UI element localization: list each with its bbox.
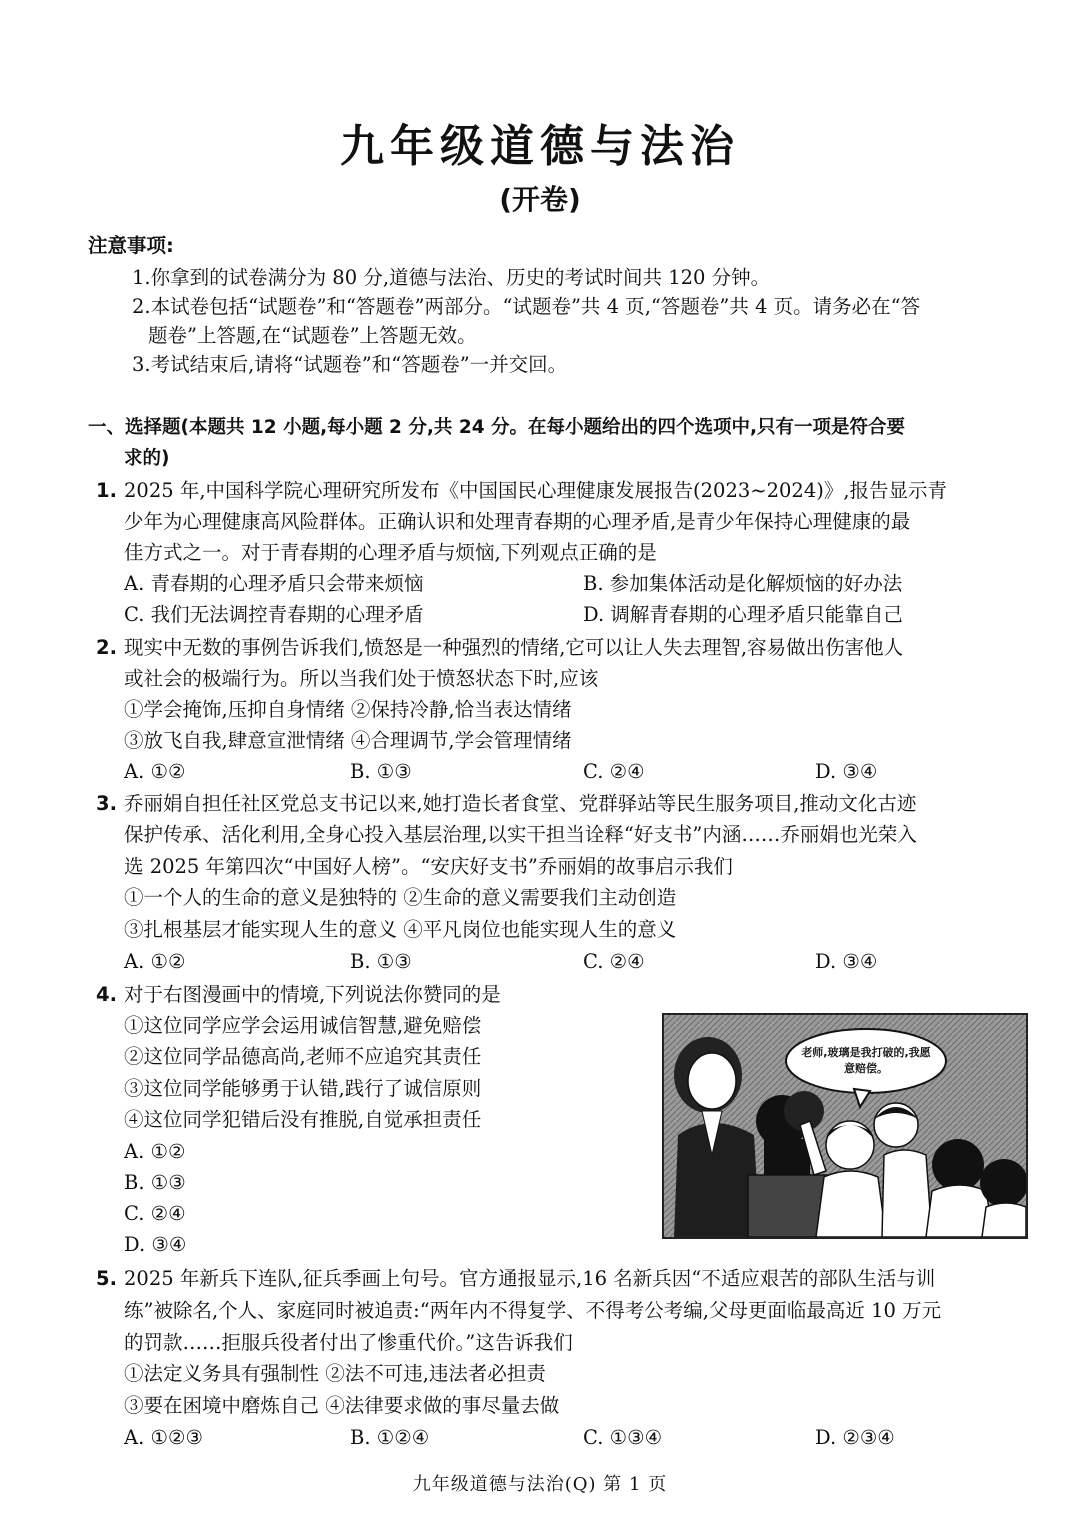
question-text: 保护传承、活化利用,全身心投入基层治理,以实干担当诠释“好支书”内涵……乔丽娟也光荣入 — [124, 823, 917, 846]
option-b: B. ①③ — [350, 760, 412, 783]
question-text: 2025 年新兵下连队,征兵季画上句号。官方通报显示,16 名新兵因“不适应艰苦的部队生活与训 — [124, 1267, 936, 1290]
question-text: 现实中无数的事例告诉我们,愤怒是一种强烈的情绪,它可以让人失去理智,容易做出伤害他人 — [124, 636, 904, 659]
notice-item: 题卷”上答题,在“试题卷”上答题无效。 — [148, 324, 477, 347]
question-number: 2. — [96, 636, 117, 659]
question-number: 1. — [96, 479, 117, 502]
option-c: C. ②④ — [583, 760, 645, 783]
page-title: 九年级道德与法治 — [340, 121, 740, 172]
question-text: 少年为心理健康高风险群体。正确认识和处理青春期的心理矛盾,是青少年保持心理健康的最 — [124, 510, 911, 533]
option-d: D. 调解青春期的心理矛盾只能靠自己 — [583, 603, 903, 626]
option-d: D. ②③④ — [815, 1426, 895, 1449]
question-text: 或社会的极端行为。所以当我们处于愤怒状态下时,应该 — [124, 667, 599, 690]
section-heading: 一、选择题(本题共 12 小题,每小题 2 分,共 24 分。在每小题给出的四个选项中,只有一项是符合要 — [88, 417, 906, 438]
question-text: 的罚款……拒服兵役者付出了惨重代价。”这告诉我们 — [124, 1331, 573, 1354]
question-text: 佳方式之一。对于青春期的心理矛盾与烦恼,下列观点正确的是 — [124, 541, 657, 564]
option-a: A. ①② — [124, 760, 186, 783]
statement-line: ①这位同学应学会运用诚信智慧,避免赔偿 — [124, 1014, 482, 1037]
statement-line: ③这位同学能够勇于认错,践行了诚信原则 — [124, 1077, 482, 1100]
section-heading-cont: 求的) — [124, 448, 170, 469]
question-text: 选 2025 年第四次“中国好人榜”。“安庆好支书”乔丽娟的故事启示我们 — [124, 855, 733, 878]
page-subtitle: (开卷) — [499, 183, 581, 216]
notice-item: 2.本试卷包括“试题卷”和“答题卷”两部分。“试题卷”共 4 页,“答题卷”共 4 页。请务必在“答 — [132, 295, 921, 318]
option-a: A. ①② — [124, 950, 186, 973]
option-c: C. ①③④ — [583, 1426, 663, 1449]
statement-line: ②这位同学品德高尚,老师不应追究其责任 — [124, 1045, 482, 1068]
question-number: 3. — [96, 792, 117, 815]
question-number: 5. — [96, 1267, 117, 1290]
statement-line: ③扎根基层才能实现人生的意义 ④平凡岗位也能实现人生的意义 — [124, 918, 677, 941]
notice-item: 1.你拿到的试卷满分为 80 分,道德与法治、历史的考试时间共 120 分钟。 — [132, 266, 771, 289]
option-d: D. ③④ — [124, 1233, 187, 1256]
comic-speech-text: 老师,玻璃是我打破的,我愿意赔偿。 — [801, 1046, 931, 1075]
statement-line: ③要在困境中磨炼自己 ④法律要求做的事尽量去做 — [124, 1394, 560, 1417]
question-number: 4. — [96, 983, 117, 1006]
option-a: A. ①②③ — [124, 1426, 203, 1449]
option-b: B. ①②④ — [350, 1426, 430, 1449]
question-text: 2025 年,中国科学院心理研究所发布《中国国民心理健康发展报告(2023~2024)》,报告显示青 — [124, 479, 948, 502]
option-d: D. ③④ — [815, 950, 878, 973]
page-footer: 九年级道德与法治(Q) 第 1 页 — [412, 1474, 668, 1495]
option-d: D. ③④ — [815, 760, 878, 783]
option-b: B. ①③ — [350, 950, 412, 973]
option-c: C. 我们无法调控青春期的心理矛盾 — [124, 603, 424, 626]
question-text: 对于右图漫画中的情境,下列说法你赞同的是 — [124, 983, 501, 1006]
option-a: A. 青春期的心理矛盾只会带来烦恼 — [124, 572, 424, 595]
statement-line: ①学会掩饰,压抑自身情绪 ②保持冷静,恰当表达情绪 — [124, 698, 572, 721]
option-c: C. ②④ — [124, 1202, 186, 1225]
statement-line: ①法定义务具有强制性 ②法不可违,违法者必担责 — [124, 1362, 546, 1385]
question-text: 乔丽娟自担任社区党总支书记以来,她打造长者食堂、党群驿站等民生服务项目,推动文化古迹 — [124, 792, 917, 815]
notice-item: 3.考试结束后,请将“试题卷”和“答题卷”一并交回。 — [132, 353, 568, 376]
statement-line: ③放飞自我,肆意宣泄情绪 ④合理调节,学会管理情绪 — [124, 729, 572, 752]
notice-heading: 注意事项: — [88, 234, 174, 257]
question-text: 练”被除名,个人、家庭同时被追责:“两年内不得复学、不得考公考编,父母更面临最高近 10 万元 — [124, 1299, 942, 1322]
statement-line: ④这位同学犯错后没有推脱,自觉承担责任 — [124, 1108, 482, 1131]
statement-line: ①一个人的生命的意义是独特的 ②生命的意义需要我们主动创造 — [124, 886, 677, 909]
option-b: B. ①③ — [124, 1171, 186, 1194]
option-b: B. 参加集体活动是化解烦恼的好办法 — [583, 572, 903, 595]
option-a: A. ①② — [124, 1140, 186, 1163]
option-c: C. ②④ — [583, 950, 645, 973]
